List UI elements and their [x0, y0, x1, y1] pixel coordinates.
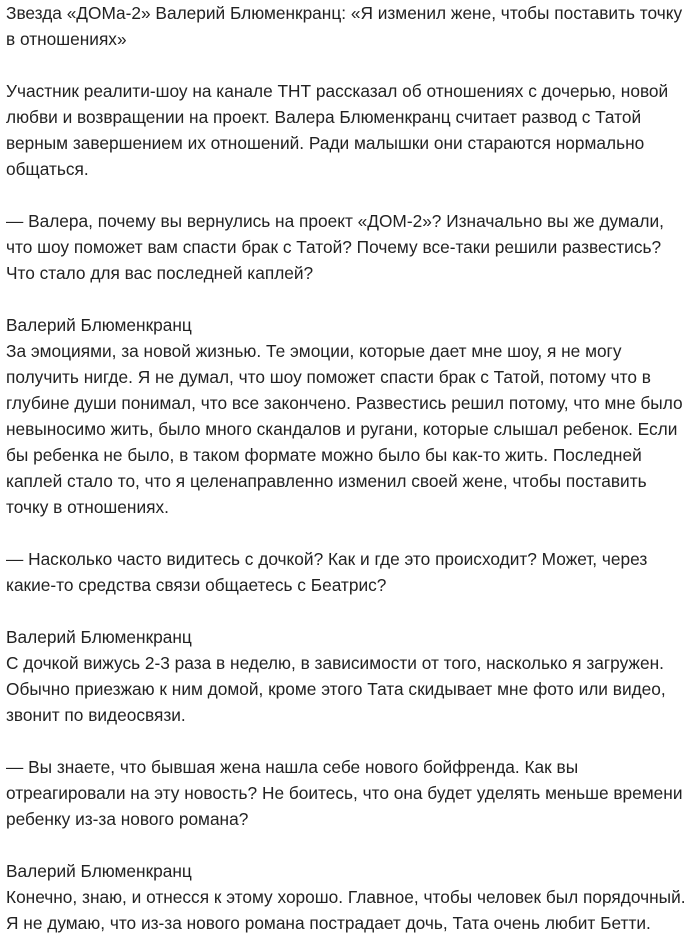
question-2 [6, 546, 691, 598]
answer-2 [6, 624, 691, 728]
speaker-name: Валерий Блюменкранц [6, 861, 192, 881]
question-text: — Валера, почему вы вернулись на проект «ДОМ-2»? Изначально вы же думали, что шоу поможет вам спасти брак с Татой? Почему все-таки решили развестись? Что стало для вас последней каплей? [6, 211, 664, 283]
question-1 [6, 208, 691, 286]
answer-text: С дочкой вижусь 2-3 раза в неделю, в зависимости от того, насколько я загружен. Обычно приезжаю к ним домой, кроме этого Тата скидывает мне фото или видео, звонит по видеосвязи. [6, 653, 666, 725]
answer-3 [6, 858, 691, 936]
question-3 [6, 754, 691, 832]
speaker-name: Валерий Блюменкранц [6, 627, 192, 647]
answer-text: Конечно, знаю, и отнесся к этому хорошо. Главное, чтобы человек был порядочный. Я не думаю, что из-за нового романа пострадает дочь, Тата очень любит Бетти. [6, 887, 686, 933]
speaker-name: Валерий Блюменкранц [6, 315, 192, 335]
article-lead [6, 78, 691, 182]
answer-1 [6, 312, 691, 520]
article-title: Звезда «ДОМа-2» Валерий Блюменкранц: «Я изменил жене, чтобы поставить точку в отношениях» [6, 3, 683, 49]
question-text: — Насколько часто видитесь с дочкой? Как и где это происходит? Может, через какие-то средства связи общаетесь с Беатрис? [6, 549, 648, 595]
lead-text: Участник реалити-шоу на канале ТНТ рассказал об отношениях с дочерью, новой любви и возвращении на проект. Валера Блюменкранц считает развод с Татой верным завершением их отношений. Ради малышки они стараются нормально общаться. [6, 81, 669, 179]
answer-text: За эмоциями, за новой жизнью. Те эмоции, которые дает мне шоу, я не могу получить нигде. Я не думал, что шоу поможет спасти брак с Татой, потому что в глубине души понимал, что все закончено. Развестись решил потому, что мне было невыносимо жить, было много скандалов и ругани, которые слышал ребенок. Если бы ребенка не было, в таком формате можно было бы как-то жить. Последней каплей стало то, что я целенаправленно изменил своей жене, чтобы поставить точку в отношениях. [6, 341, 683, 517]
question-text: — Вы знаете, что бывшая жена нашла себе нового бойфренда. Как вы отреагировали на эту новость? Не боитесь, что она будет уделять меньше времени ребенку из-за нового романа? [6, 757, 683, 829]
